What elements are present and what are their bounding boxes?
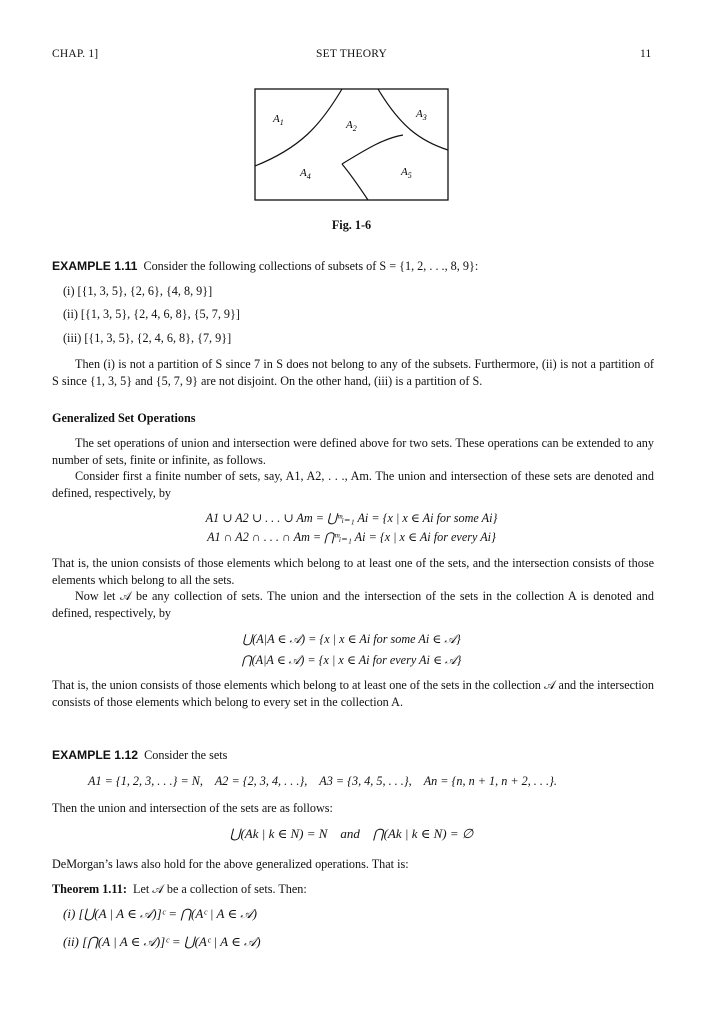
partition-figure (250, 86, 454, 204)
example-1-11-conclusion: Then (i) is not a partition of S since 7 in S does not belong to any of the subsets. Furthermore, (ii) is not a partition of S since {1, 3, 5} and {5, 7, 9} are not disjoint. On the other hand, (iii) is a partition of S. (52, 357, 654, 388)
region-boundary-3 (342, 135, 403, 164)
example-1-12-text: Consider the sets (144, 748, 228, 762)
demorgan-sentence: DeMorgan’s laws also hold for the above generalized operations. That is: (52, 857, 409, 871)
label-a5: $A_5$ (401, 166, 412, 180)
example-item-iii: (iii) [{1, 3, 5}, {2, 4, 6, 8}, {7, 9}] (63, 331, 232, 345)
region-boundary-2 (378, 89, 448, 150)
section-paragraph-2: Consider first a finite number of sets, say, A1, A2, . . ., Am. The union and intersection of these sets are denoted and defined, respectively, by (52, 469, 654, 500)
example-item-ii: (ii) [{1, 3, 5}, {2, 4, 6, 8}, {5, 7, 9}] (63, 307, 240, 321)
figure-border (255, 89, 448, 200)
example-1-12-equation: ⋃(Ak | k ∈ N) = N and ⋂(Ak | k ∈ N) = ∅ (229, 826, 474, 841)
running-header-title: SET THEORY (316, 48, 387, 60)
example-1-12-intro (52, 747, 654, 764)
theorem-text: Let 𝒜 be a collection of sets. Then: (133, 882, 307, 896)
section-paragraph-5: That is, the union consists of those elements which belong to at least one of the sets in the collection 𝒜 and the intersection consists of those elements which belong to every set in the collection A. (52, 678, 654, 709)
page-number: 11 (640, 48, 652, 60)
equation-finite-intersection: A1 ∩ A2 ∩ . . . ∩ Am = ⋂ᵐᵢ₌₁ Ai = {x | x ∈ Ai for every Ai} (207, 530, 496, 544)
equation-finite-union: A1 ∪ A2 ∪ . . . ∪ Am = ⋃ᵐᵢ₌₁ Ai = {x | x ∈ Ai for some Ai} (205, 511, 498, 525)
label-a1: $A_1$ (273, 113, 284, 127)
theorem-statement (52, 881, 654, 898)
example-1-12-sets: A1 = {1, 2, 3, . . .} = N, A2 = {2, 3, 4, . . .}, A3 = {3, 4, 5, . . .}, An = {n, n + 1, n + 2, . . .}. (88, 774, 557, 788)
example-1-12-label: EXAMPLE 1.12 (52, 748, 139, 762)
section-paragraph-1: The set operations of union and intersection were defined above for two sets. These operations can be extended to any number of sets, finite or infinite, as follows. (52, 436, 654, 467)
theorem-part-ii: (ii) [⋂(A | A ∈ 𝒜)]ᶜ = ⋃(Aᶜ | A ∈ 𝒜) (63, 934, 261, 949)
section-paragraph-3: That is, the union consists of those elements which belong to at least one of the sets, and the intersection consists of those elements which belong to all the sets. (52, 556, 654, 587)
region-boundary-4 (342, 164, 368, 200)
section-paragraph-4: Now let 𝒜 be any collection of sets. The union and the intersection of the sets in the collection A is denoted and defined, respectively, by (52, 589, 654, 620)
equation-collection-union: ⋃(A|A ∈ 𝒜) = {x | x ∈ Ai for some Ai ∈ 𝒜} (242, 632, 461, 646)
figure-caption: Fig. 1-6 (331, 218, 372, 232)
region-boundary-1 (255, 89, 342, 166)
section-heading: Generalized Set Operations (52, 411, 196, 425)
example-1-11-text: Consider the following collections of subsets of S = {1, 2, . . ., 8, 9}: (143, 259, 479, 273)
label-a4: $A_4$ (300, 167, 311, 181)
running-header-chapter: CHAP. 1] (52, 48, 99, 60)
example-1-12-then: Then the union and intersection of the sets are as follows: (52, 801, 333, 815)
label-a3: $A_3$ (416, 108, 427, 122)
example-item-i: (i) [{1, 3, 5}, {2, 6}, {4, 8, 9}] (63, 284, 213, 298)
label-a2: $A_2$ (346, 119, 357, 133)
theorem-part-i: (i) [⋃(A | A ∈ 𝒜)]ᶜ = ⋂(Aᶜ | A ∈ 𝒜) (63, 906, 257, 921)
example-1-11-intro (52, 258, 654, 275)
equation-collection-intersection: ⋂(A|A ∈ 𝒜) = {x | x ∈ Ai for every Ai ∈ 𝒜} (241, 653, 462, 667)
theorem-label: Theorem 1.11: (52, 882, 127, 896)
example-1-11-label: EXAMPLE 1.11 (52, 259, 138, 273)
